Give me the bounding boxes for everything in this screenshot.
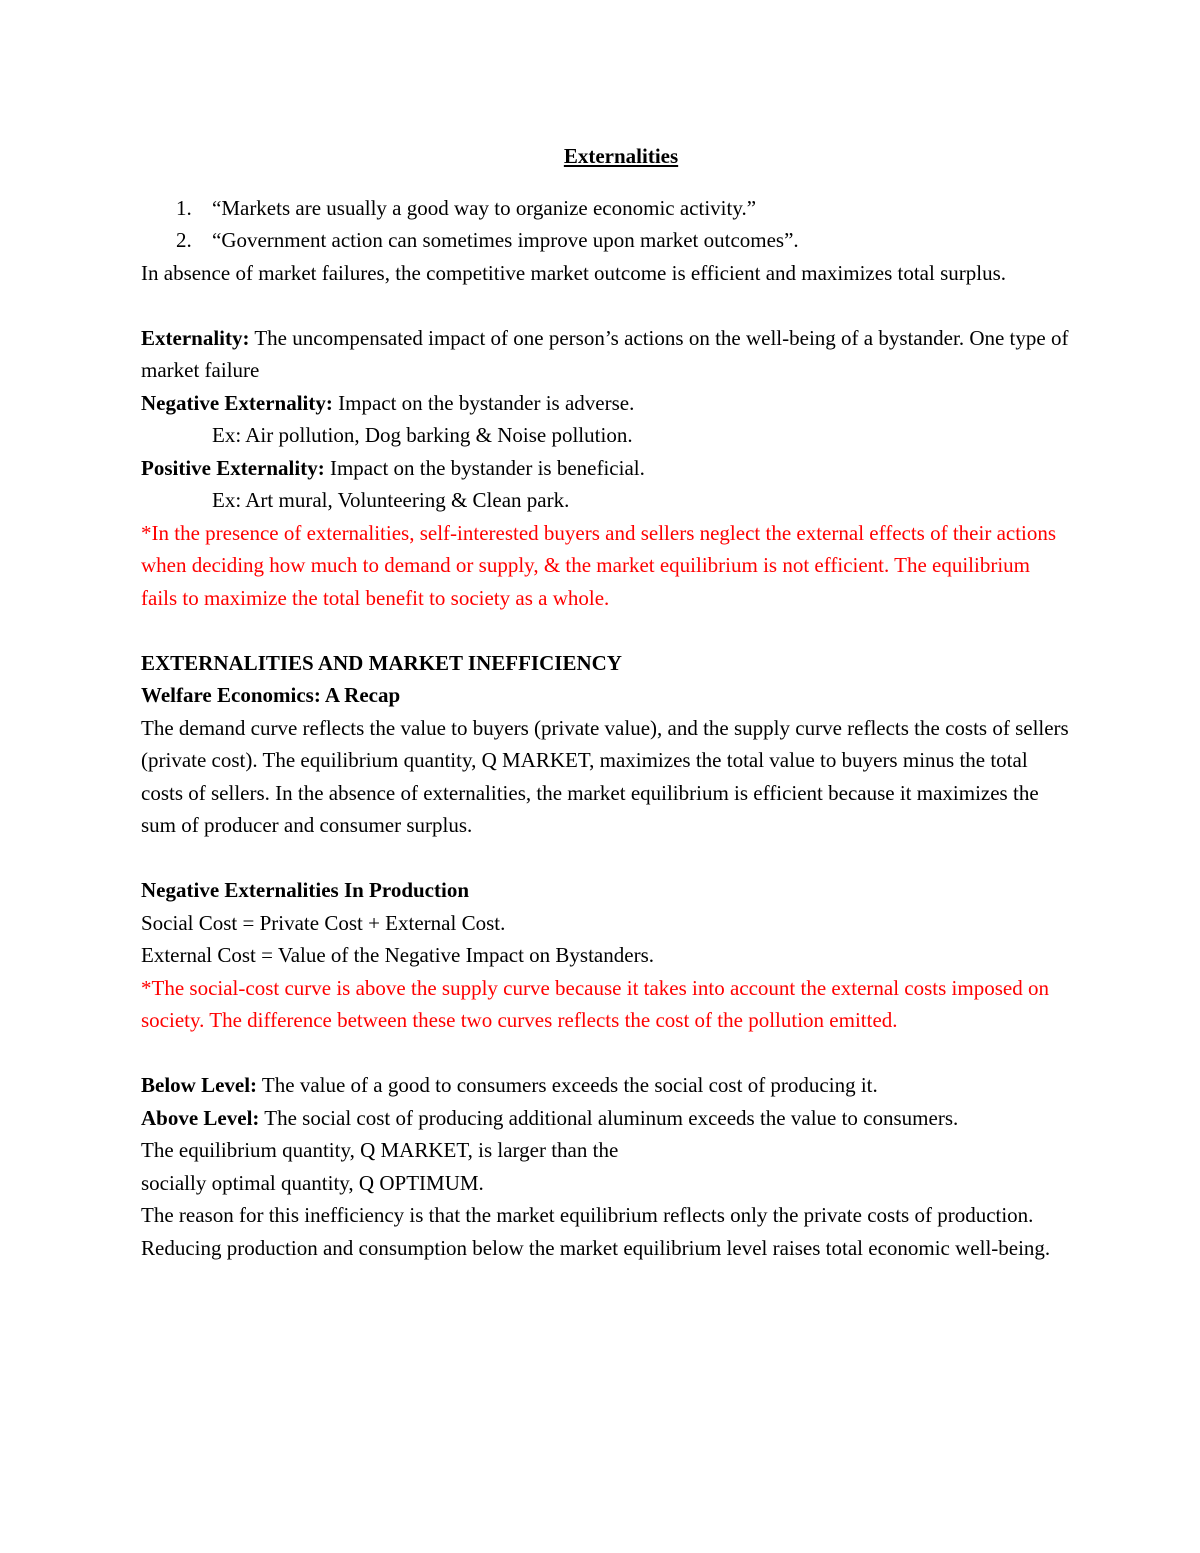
section-heading xyxy=(141,647,1071,680)
spacer xyxy=(141,1037,1071,1070)
list-number: 2. xyxy=(176,228,192,252)
external-cost-equation: External Cost = Value of the Negative Impact on Bystanders. xyxy=(141,943,654,967)
list-item xyxy=(141,192,1071,225)
positive-example: Ex: Art mural, Volunteering & Clean park. xyxy=(212,488,570,512)
equilibrium-line-2: socially optimal quantity, Q OPTIMUM. xyxy=(141,1170,484,1195)
externality-definition xyxy=(141,322,1071,387)
above-level-definition xyxy=(141,1102,1071,1135)
welfare-heading xyxy=(141,679,1071,712)
definition: The social cost of producing additional aluminum exceeds the value to consumers. xyxy=(259,1105,959,1130)
page-title: Externalities xyxy=(563,144,679,168)
negative-externality-definition xyxy=(141,387,1071,420)
definition: The uncompensated impact of one person’s actions on the well-being of a bystander. One type of market failure xyxy=(141,325,1069,382)
social-cost-equation: Social Cost = Private Cost + External Cost. xyxy=(141,910,506,935)
positive-externality-definition xyxy=(141,452,1071,485)
term: Above Level: xyxy=(141,1105,260,1130)
reason-paragraph: The reason for this inefficiency is that the market equilibrium reflects only the private costs of production. Reducing production and consumption below the market equilibrium level raises total economic well-being. xyxy=(141,1203,1051,1260)
term: Positive Externality: xyxy=(141,455,325,480)
definition: The value of a good to consumers exceeds the social cost of producing it. xyxy=(257,1073,878,1097)
welfare-paragraph: The demand curve reflects the value to buyers (private value), and the supply curve reflects the costs of sellers (private cost). The equilibrium quantity, Q MARKET, maximizes the total value to buyers minus the total costs of sellers. In the absence of externalities, the market equilibrium is efficient because it maximizes the sum of producer and consumer surplus. xyxy=(141,715,1069,837)
quote-text: “Government action can sometimes improve upon market outcomes”. xyxy=(212,228,799,252)
red-note-externalities: *In the presence of externalities, self-interested buyers and sellers neglect the external effects of their actions when deciding how much to demand or supply, & the market equilibrium is not efficient. The equilibrium fails to maximize the total benefit to society as a whole. xyxy=(141,520,1057,610)
list-number: 1. xyxy=(176,195,192,220)
intro-paragraph: In absence of market failures, the competitive market outcome is efficient and maximizes total surplus. xyxy=(141,260,1006,285)
heading-text: Negative Externalities In Production xyxy=(141,878,470,902)
equilibrium-line-1: The equilibrium quantity, Q MARKET, is larger than the xyxy=(141,1138,619,1162)
definition: Impact on the bystander is beneficial. xyxy=(324,455,645,480)
red-note-social-cost: *The social-cost curve is above the supply curve because it takes into account the external costs imposed on society. The difference between these two curves reflects the cost of the pollution emitted. xyxy=(141,975,1049,1032)
quote-list xyxy=(141,192,1071,257)
heading-text: Welfare Economics: A Recap xyxy=(141,683,401,707)
heading-text: EXTERNALITIES AND MARKET INEFFICIENCY xyxy=(141,650,622,675)
negative-production-heading xyxy=(141,874,1071,907)
below-level-definition xyxy=(141,1069,1071,1102)
term: Below Level: xyxy=(141,1073,258,1097)
document-body xyxy=(141,140,1071,1264)
spacer xyxy=(141,614,1071,647)
quote-text: “Markets are usually a good way to organize economic activity.” xyxy=(212,195,757,220)
spacer xyxy=(141,289,1071,322)
term: Negative Externality: xyxy=(141,390,333,415)
spacer xyxy=(141,842,1071,875)
term: Externality: xyxy=(141,325,250,350)
negative-example: Ex: Air pollution, Dog barking & Noise pollution. xyxy=(212,423,633,447)
list-item xyxy=(141,224,1071,257)
definition: Impact on the bystander is adverse. xyxy=(332,390,635,415)
